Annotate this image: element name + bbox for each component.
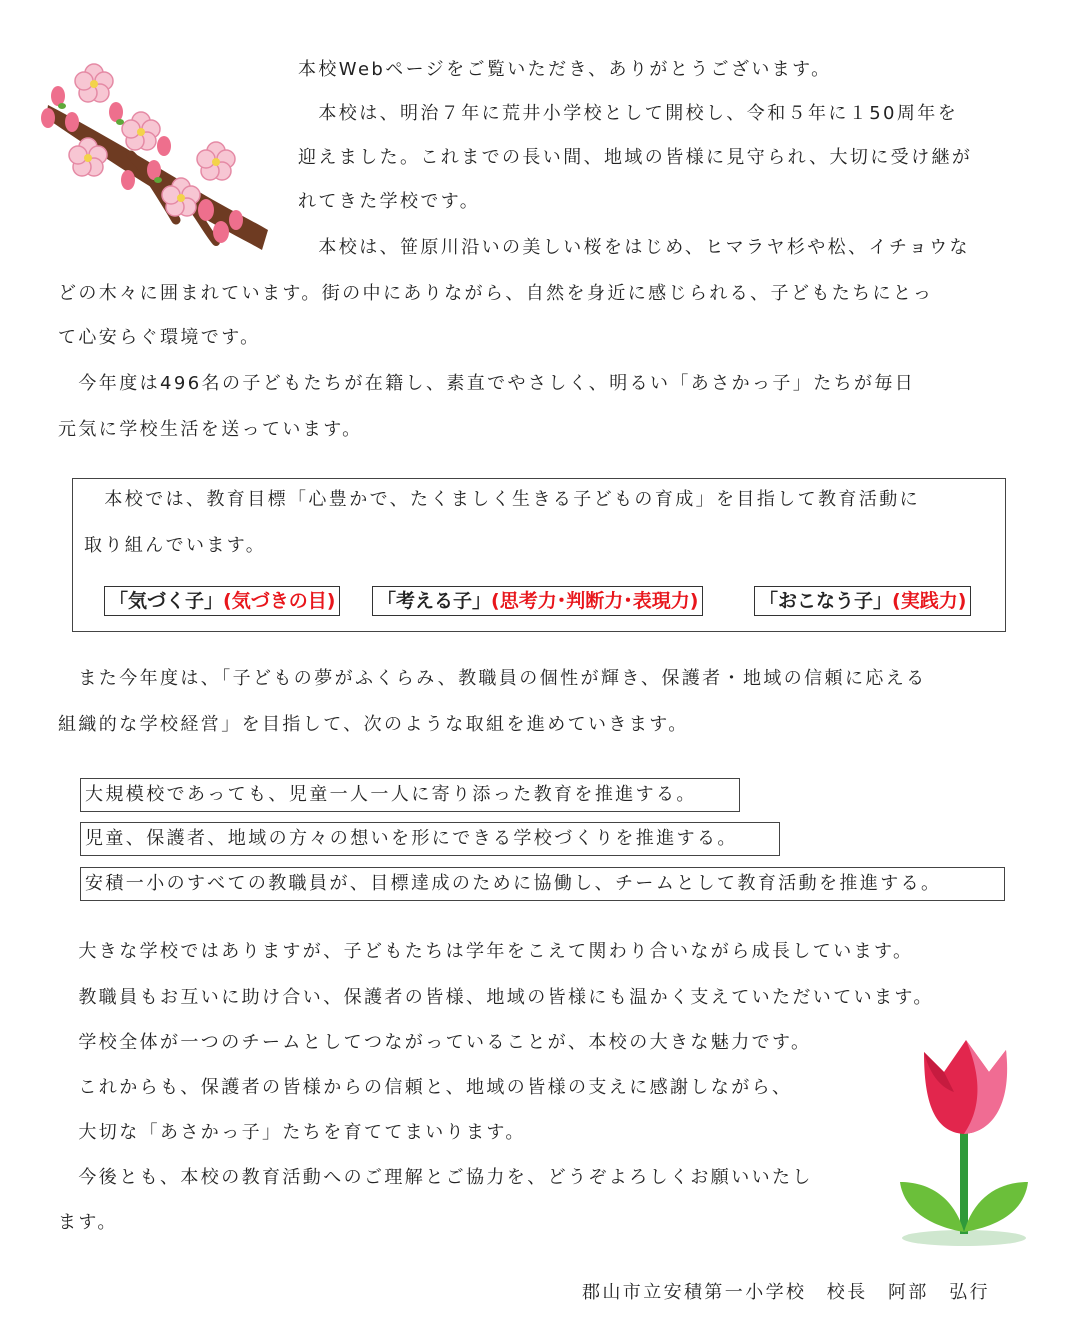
management-line: 組織的な学校経営」を目指して、次のような取組を進めていきます。 [58,714,689,735]
intro-line: 本校は、笹原川沿いの美しい桜をはじめ、ヒマラヤ杉や松、イチョウな [298,237,970,258]
closing-line: 大きな学校ではありますが、子どもたちは学年をこえて関わり合いながら成長しています。 [58,941,914,962]
goal-pillar-act [754,586,971,616]
management-line: また今年度は、「子どもの夢がふくらみ、教職員の個性が輝き、保護者・地域の信頼に応える [58,668,927,689]
intro-line: て心安らぐ環境です。 [58,327,261,348]
intro-line: れてきた学校です。 [298,191,481,212]
intro-line: 本校は、明治７年に荒井小学校として開校し、令和５年に１50周年を [298,103,959,124]
goal-pillar-notice [104,586,340,616]
intro-line: どの木々に囲まれています。街の中にありながら、自然を身近に感じられる、子どもたちにとっ [58,283,934,304]
goal-pillar-label: 「気づく子」 [109,590,224,612]
policy-item: 大規模校であっても、児童一人一人に寄り添った教育を推進する。 [80,778,740,812]
goal-pillar-sub: (気づきの目) [223,590,336,612]
intro-line: 本校Webページをご覧いただき、ありがとうございます。 [298,59,832,80]
intro-line: 迎えました。これまでの長い間、地域の皆様に見守られ、大切に受け継が [298,147,973,168]
goal-pillar-think [372,586,703,616]
goal-pillar-sub: (思考力･判断力･表現力) [491,590,699,612]
closing-line: ます。 [58,1212,118,1233]
closing-line: 学校全体が一つのチームとしてつながっていることが、本校の大きな魅力です。 [58,1032,812,1053]
closing-line: 教職員もお互いに助け合い、保護者の皆様、地域の皆様にも温かく支えていただいています。 [58,987,934,1008]
goal-pillar-label: 「考える子」 [377,590,492,612]
goal-pillar-label: 「おこなう子」 [759,590,893,612]
closing-line: 大切な「あさかっ子」たちを育ててまいります。 [58,1122,526,1143]
policy-item: 児童、保護者、地域の方々の想いを形にできる学校づくりを推進する。 [80,822,780,856]
tulip-icon [894,1032,1034,1254]
goal-line: 本校では、教育目標「心豊かで、たくましく生きる子どもの育成」を目指して教育活動に [84,489,921,510]
goal-line: 取り組んでいます。 [84,535,267,556]
intro-line: 今年度は496名の子どもたちが在籍し、素直でやさしく、明るい「あさかっ子」たちが毎日 [58,373,916,394]
cherry-blossom-branch-icon [36,60,276,255]
goal-pillar-sub: (実践力) [892,590,967,612]
closing-line: これからも、保護者の皆様からの信頼と、地域の皆様の支えに感謝しながら、 [58,1077,793,1098]
policy-item: 安積一小のすべての教職員が、目標達成のために協働し、チームとして教育活動を推進する。 [80,867,1005,901]
intro-line: 元気に学校生活を送っています。 [58,419,363,440]
signature: 郡山市立安積第一小学校 校長 阿部 弘行 [582,1282,990,1303]
closing-line: 今後とも、本校の教育活動へのご理解とご協力を、どうぞよろしくお願いいたし [58,1167,813,1188]
